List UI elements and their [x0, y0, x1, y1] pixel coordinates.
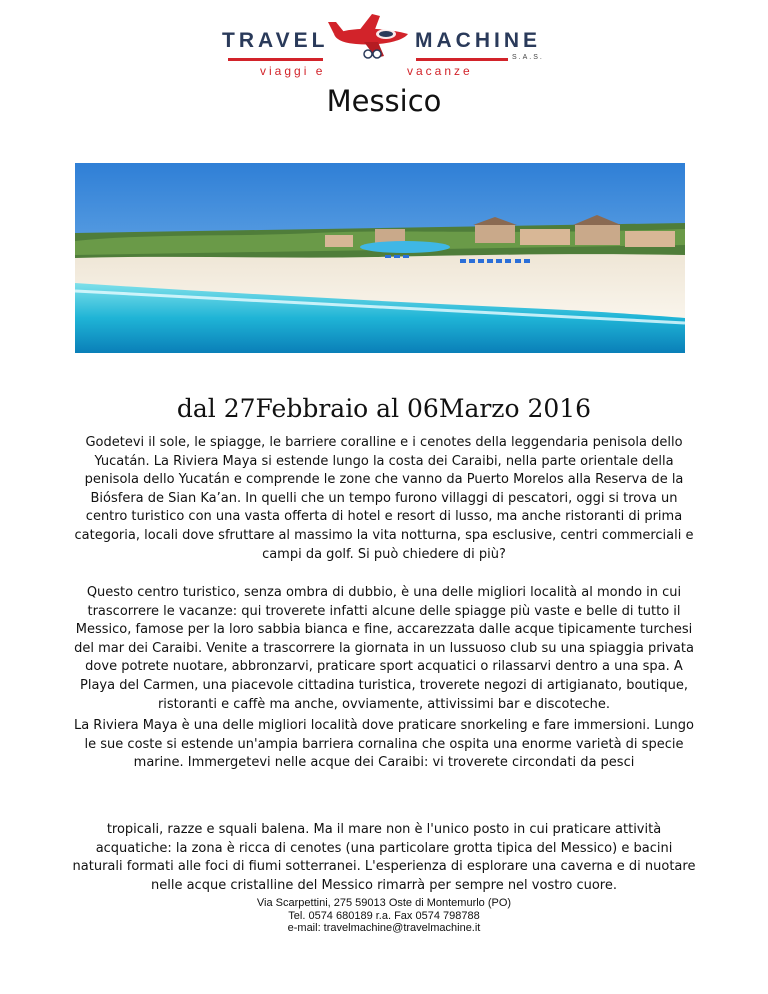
paragraph-beaches: Questo centro turistico, senza ombra di dubbio, è una delle migliori località al mondo in cui trascorrere le vacanze: qui troverete infatti alcune delle spiagge più vaste e belle di tutto il Messico, famose per la loro sabbia bianca e fine, accarezzata dalle acque tipicamente turchesi del mar dei Caraibi. Venite a trascorrere la giornata in un lussuoso club su una spiaggia privata dove potrete nuotare, abbronzarvi, praticare sport acquatici o rilassarvi dentro a una spa. A Playa del Carmen, una piacevole cittadina turistica, troverete negozi di artigianato, boutique, ristoranti e caffè ma anche, ovviamente, attivissimi bar e discoteche.: [74, 585, 694, 712]
logo-suffix: S.A.S.: [512, 54, 544, 61]
footer-contact: [0, 897, 768, 935]
footer-email: e-mail: travelmachine@travelmachine.it: [287, 922, 481, 934]
logo-rule-right: [416, 58, 508, 61]
beach-resort-image: [75, 163, 685, 353]
paragraph-intro: Godetevi il sole, le spiagge, le barriere coralline e i cenotes della leggendaria penisola dello Yucatán. La Riviera Maya si estende lungo la costa dei Caraibi, nella parte orientale della penisola dello Yucatán e comprende le zone che vanno da Puerto Morelos alla Reserva de la Biósfera de Sian Ka’an. In quelli che un tempo furono villaggi di pescatori, oggi si trova un centro turistico con una vasta offerta di hotel e resort di lusso, ma anche ristoranti di prima categoria, locali dove sfruttare al massimo la vita notturna, spa esclusive, centri commerciali e campi da golf. Si può chiedere di più?: [74, 435, 694, 562]
logo-word-travel: TRAVEL: [222, 29, 329, 52]
footer-address: Via Scarpettini, 275 59013 Oste di Montemurlo (PO): [256, 897, 512, 909]
logo-rule-left: [228, 58, 323, 61]
footer-phone: Tel. 0574 680189 r.a. Fax 0574 798788: [288, 909, 480, 922]
airplane-logo-icon: [328, 12, 414, 62]
trip-dates: dal 27Febbraio al 06Marzo 2016: [176, 394, 592, 423]
logo-tagline-right: vacanze: [407, 64, 473, 78]
logo-word-machine: MACHINE: [415, 29, 541, 52]
paragraph-snorkeling: La Riviera Maya è una delle migliori località dove praticare snorkeling e fare immersioni. Lungo le sue coste si estende un'ampia barriera cornalina che ospita una enorme varietà di specie marine. Immergetevi nelle acque dei Caraibi: vi troverete circondati da pesci: [73, 718, 695, 771]
beach-resort-photo: [75, 163, 685, 353]
travel-machine-logo: [220, 12, 550, 82]
page-title: Messico: [326, 84, 442, 118]
paragraph-cenotes: tropicali, razze e squali balena. Ma il mare non è l'unico posto in cui praticare attività acquatiche: la zona è ricca di cenotes (una particolare grotta tipica del Messico) e bacini naturali formati alle foci di fiumi sotterranei. L'esperienza di esplorare una caverna e di nuotare nelle acque cristalline del Messico rimarrà per sempre nel vostro cuore.: [72, 822, 696, 893]
logo-tagline-left: viaggi e: [260, 64, 326, 78]
